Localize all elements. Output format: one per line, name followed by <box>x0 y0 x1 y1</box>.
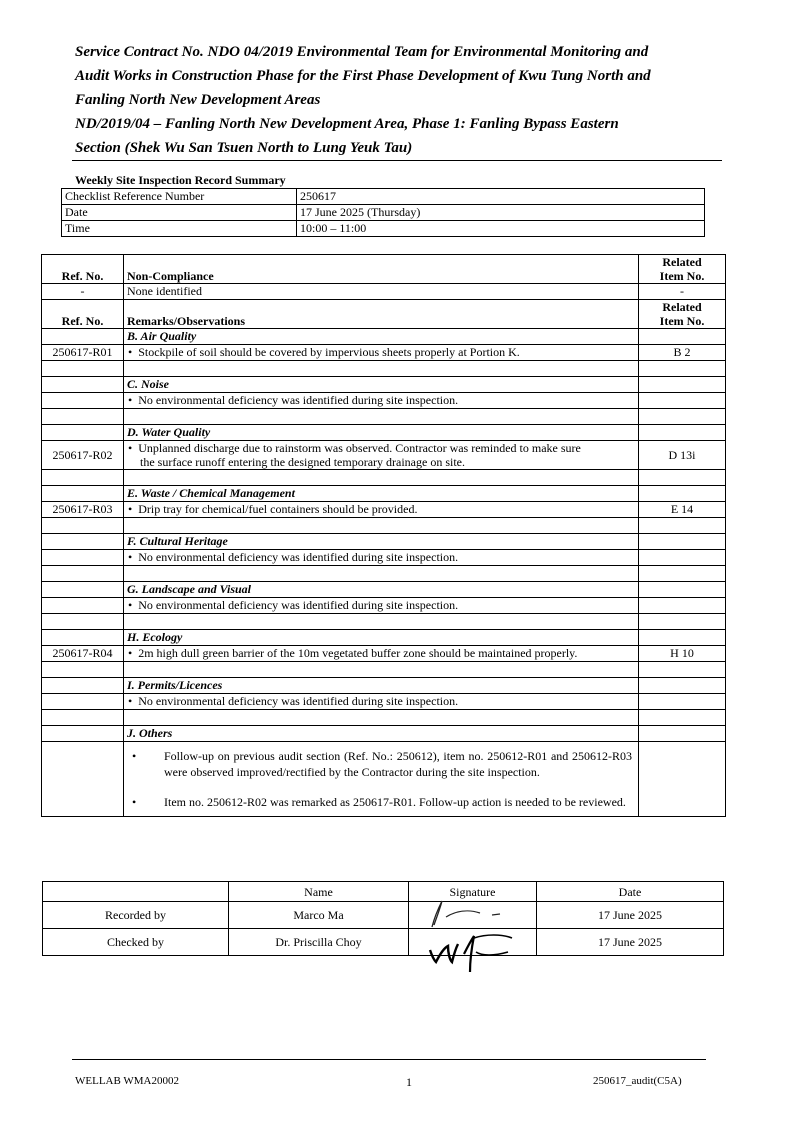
remarks-header-row <box>42 300 726 329</box>
spacer-row <box>42 518 726 534</box>
title-line: Section (Shek Wu San Tsuen North to Lung Yeuk Tau) <box>75 140 413 156</box>
category-row <box>42 329 726 345</box>
checked-by-label: Checked by <box>43 929 229 956</box>
header-noncompliance: Non-Compliance <box>124 255 639 284</box>
summary-table <box>61 188 705 237</box>
category-row <box>42 726 726 742</box>
summary-value: 10:00 – 11:00 <box>297 221 705 237</box>
remark-row <box>42 393 726 409</box>
title-line: Fanling North New Development Areas <box>75 92 321 108</box>
category-permits-licences: I. Permits/Licences <box>124 678 639 694</box>
ref-no-cell: 250617-R02 <box>42 441 124 470</box>
category-others: J. Others <box>124 726 639 742</box>
remark-cell: • No environmental deficiency was identified during site inspection. <box>124 393 639 409</box>
remark-row <box>42 598 726 614</box>
category-ecology: H. Ecology <box>124 630 639 646</box>
signature-header-row <box>43 882 724 902</box>
category-row <box>42 678 726 694</box>
header-related-item: Related Item No. <box>639 255 726 284</box>
list-item: • Follow-up on previous audit section (Ref. No.: 250612), item no. 250612-R01 and 250612-R03 were observed improved/rectified by the Contractor during the site inspection. <box>132 749 632 779</box>
recorded-signature-cell <box>409 902 537 929</box>
related-item-cell: E 14 <box>639 502 726 518</box>
title-line: ND/2019/04 – Fanling North New Development Area, Phase 1: Fanling Bypass Eastern <box>75 116 619 132</box>
summary-label: Checklist Reference Number <box>62 189 297 205</box>
inspection-table <box>41 254 726 817</box>
remark-row <box>42 694 726 710</box>
checked-date: 17 June 2025 <box>537 929 724 956</box>
spacer-row <box>42 470 726 486</box>
footer-right: 250617_audit(C5A) <box>593 1075 682 1087</box>
list-item: • Item no. 250612-R02 was remarked as 250617-R01. Follow-up action is needed to be reviewed. <box>132 795 626 809</box>
category-row <box>42 534 726 550</box>
header-related-item: Related Item No. <box>639 300 726 329</box>
category-waste-chemical: E. Waste / Chemical Management <box>124 486 639 502</box>
page-number: 1 <box>406 1075 412 1089</box>
summary-value: 250617 <box>297 189 705 205</box>
header-date: Date <box>537 882 724 902</box>
ref-no-cell: 250617-R04 <box>42 646 124 662</box>
category-cultural-heritage: F. Cultural Heritage <box>124 534 639 550</box>
recorded-by-name: Marco Ma <box>229 902 409 929</box>
remark-row <box>42 550 726 566</box>
remark-cell: • Drip tray for chemical/fuel containers should be provided. <box>124 502 639 518</box>
ref-no-cell: - <box>42 284 124 300</box>
category-row <box>42 377 726 393</box>
header-divider <box>72 160 722 161</box>
recorded-by-row <box>43 902 724 929</box>
category-landscape-visual: G. Landscape and Visual <box>124 582 639 598</box>
category-noise: C. Noise <box>124 377 639 393</box>
others-remarks-cell <box>124 742 639 817</box>
spacer-row <box>42 361 726 377</box>
noncompliance-row <box>42 284 726 300</box>
remark-cell: • 2m high dull green barrier of the 10m vegetated buffer zone should be maintained properly. <box>124 646 639 662</box>
related-item-cell: B 2 <box>639 345 726 361</box>
category-row <box>42 630 726 646</box>
related-item-cell: D 13i <box>639 441 726 470</box>
summary-label: Date <box>62 205 297 221</box>
summary-title: Weekly Site Inspection Record Summary <box>75 173 286 187</box>
remark-row <box>42 502 726 518</box>
summary-row-reference <box>62 189 705 205</box>
remark-cell: • No environmental deficiency was identified during site inspection. <box>124 550 639 566</box>
category-row <box>42 582 726 598</box>
document-title <box>75 40 705 160</box>
spacer-row <box>42 710 726 726</box>
spacer-row <box>42 409 726 425</box>
signature-table <box>42 881 724 956</box>
remark-cell: • Stockpile of soil should be covered by impervious sheets properly at Portion K. <box>124 345 639 361</box>
checked-by-name: Dr. Priscilla Choy <box>229 929 409 956</box>
checked-by-row <box>43 929 724 956</box>
checked-signature-cell <box>409 929 537 956</box>
related-item-cell: - <box>639 284 726 300</box>
header-signature: Signature <box>409 882 537 902</box>
noncompliance-header-row <box>42 255 726 284</box>
category-air-quality: B. Air Quality <box>124 329 639 345</box>
noncompliance-cell: None identified <box>124 284 639 300</box>
category-water-quality: D. Water Quality <box>124 425 639 441</box>
remark-cell: • No environmental deficiency was identified during site inspection. <box>124 694 639 710</box>
header-ref-no: Ref. No. <box>42 255 124 284</box>
category-row <box>42 425 726 441</box>
spacer-row <box>42 614 726 630</box>
remark-cell: • No environmental deficiency was identified during site inspection. <box>124 598 639 614</box>
remark-row <box>42 441 726 470</box>
remark-row <box>42 646 726 662</box>
footer-divider <box>72 1059 706 1060</box>
recorded-date: 17 June 2025 <box>537 902 724 929</box>
summary-row-time <box>62 221 705 237</box>
summary-value: 17 June 2025 (Thursday) <box>297 205 705 221</box>
recorded-by-label: Recorded by <box>43 902 229 929</box>
remark-row <box>42 742 726 817</box>
remark-row <box>42 345 726 361</box>
header-ref-no: Ref. No. <box>42 300 124 329</box>
footer-left: WELLAB WMA20002 <box>75 1075 179 1087</box>
summary-row-date <box>62 205 705 221</box>
ref-no-cell: 250617-R01 <box>42 345 124 361</box>
title-line: Service Contract No. NDO 04/2019 Environmental Team for Environmental Monitoring and <box>75 44 649 60</box>
spacer-row <box>42 662 726 678</box>
ref-no-cell: 250617-R03 <box>42 502 124 518</box>
category-row <box>42 486 726 502</box>
spacer-row <box>42 566 726 582</box>
remark-cell: • Unplanned discharge due to rainstorm was observed. Contractor was reminded to make sure the surface runoff entering the designed temporary drainage on site. <box>124 441 639 470</box>
summary-label: Time <box>62 221 297 237</box>
related-item-cell: H 10 <box>639 646 726 662</box>
header-remarks: Remarks/Observations <box>124 300 639 329</box>
header-name: Name <box>229 882 409 902</box>
title-line: Audit Works in Construction Phase for the First Phase Development of Kwu Tung North and <box>75 68 651 84</box>
